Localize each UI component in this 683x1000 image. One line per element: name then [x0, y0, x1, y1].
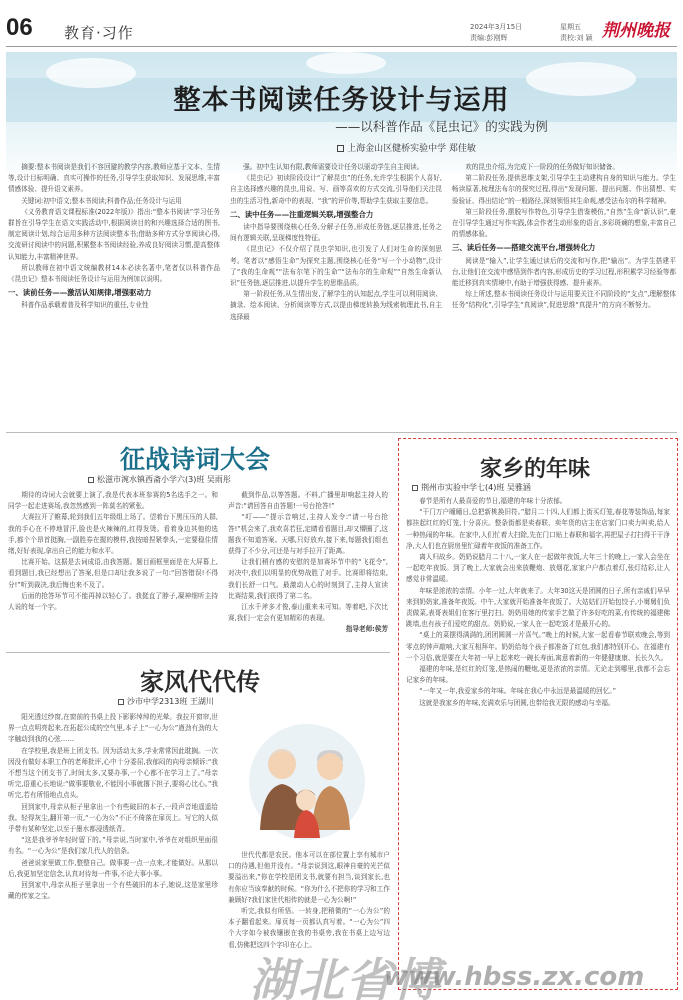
paragraph: 爸爸说家里做工作,整整自己。做事要一点一点来,才能做好。从那以后,我更加坚定信念,认真对待每一件事,不论大事小事。	[8, 858, 218, 878]
paragraph: 欢的昆虫介绍,为完成下一阶段的任务做好知识储备。	[465, 163, 619, 171]
poem-article-title: 征战诗词大会	[120, 445, 271, 474]
paragraph: 期待的诗词大会就要上演了,我是代表本班参赛的5名选手之一。和同学一起走进赛场,我忽然感到一阵莫名的紧张。	[8, 491, 218, 511]
paragraph: “这是我爷爷年轻时留下的。”母亲说,当时家中,爷爷在对组织里面很有名。“一心为公”是我们家几代人的信条。	[8, 836, 218, 856]
paragraph: 年味是浓浓的亲情。小年一过,大年就来了。大年30这天是团圆的日子,所有亲戚们早早来到奶奶家,准备年夜饭。中午,大家就开始准备年夜饭了。大姑姑们开始包饺子,小舅舅们负责做菜,表哥表姐们在客厅里打扫。奶奶用她的传家手艺做了许多好吃的菜,有传统的福建佛跳墙,也有孩子们爱吃的甜点。奶奶说,一家人在一起吃饭才是最开心的。	[406, 586, 670, 629]
child-head	[296, 789, 316, 811]
paragraph: 所以教师在初中语文统编教材14本必读名著中,笔者仅以科普作品《昆虫记》整本书阅读任务设计与运用为例加以说明。	[8, 263, 220, 284]
hometown-article-author: 荆州市实验中学七(4)班 吴雅涵	[412, 482, 531, 493]
paragraph: 《昆虫记》初读阶段设计“了解昆虫”的任务,允许学生根据个人喜好,自主选择感兴趣的昆虫,用说、写、画等喜欢的方式交流,引导他们关注昆虫的生活习性,新奇中的表现、“我”的评价等,帮助学生获取主要信息。	[230, 174, 442, 205]
paragraph: 离人归故乡。奶奶说腊月二十八,一家人在一起做年夜饭,大年三十的晚上,一家人会坐在一起吃年夜饭。到了晚上,大家就会出来放鞭炮、放烟花,家家户户都点着灯,张灯结彩,让人感觉非常温暖。	[406, 553, 670, 584]
square-icon	[88, 477, 94, 483]
newspaper-logo: 荆州晚报	[602, 21, 670, 41]
watermark-text: 湖北省博	[250, 953, 442, 1000]
paragraph: 《昆虫记》不仅介绍了昆虫学知识,也引发了人们对生命的深刻思考。笔者以“感悟生命”为探究主题,围绕核心任务“写一个小动物”,设计了“我的生命观”“法布尔笔下的生命”“法布尔的生命观”“自然生命新认识”任务链,逐层推进,以提升学生的思维品质。	[230, 245, 442, 288]
paragraph: 回到家中,母亲从柜子里拿出一个有些破旧的本子,一段声音地遥遥给我。轻得灰尘,翻开第一页,“一心为公”不正不倚落在扉页上。写它的人似乎带有某种坚定,以至于墨水都浸透纸背。	[8, 802, 218, 834]
poem-article-author: 松滋市涴水镇西斋小学六(3)班 吴雨彤	[88, 474, 231, 485]
family-illustration	[232, 720, 382, 844]
section-divider	[6, 652, 390, 653]
paragraph: 第三阶段任务,摆脱写作特色,引导学生借鉴模仿,“自然”生命“新认识”,豪在引导学生通过写作实践,体会作者生动形象的语言,多彩斑斓的想象,丰富自己的情感体验。	[452, 207, 676, 239]
paragraph: “干门万户曈曈日,总把新桃换旧符。”腊月二十四,人们都上街买灯笼,春花等装饰品,每家都挂起红红的灯笼,十分喜庆。整条街都是卖春联、卖年货的店主在店家门口卖力叫卖,给人一种热闹的年味。在家中,人们忙着大扫除,先在门口贴上春联和福字,再把屋子打扫得干干净净,大人们也在厨房里忙碌着年夜饭的准备工作。	[406, 508, 670, 550]
header-divider	[6, 46, 677, 47]
main-article-subtitle: ——以科普作品《昆虫记》的实践为例	[335, 119, 548, 134]
main-article-author: 上海金山区健桥实验中学 郑佳敏	[0, 141, 683, 154]
paragraph: 第一阶段任务,从生情出发,了解学生的认知起点,学生可以利用阅读、摘录、绘本阅读、分析阅读等方式,以提由梯度转换为线索梳理此书,自主选择最	[230, 290, 442, 321]
paragraph: 读中指导要围绕核心任务,分解子任务,形成任务链,逐层推进,任务之间有逻辑关联,呈现梯度性特征。	[230, 223, 442, 243]
section-heading: 三、读后任务——搭建交流平台,增强转化力	[452, 243, 596, 253]
typesetter: 责校:刘 颖	[560, 34, 593, 42]
paragraph: 江水千斧多才俊,泰山重来未可知。等着吧,下次比赛,我们一定会有更加精彩的表现。	[228, 603, 388, 623]
paragraph: 听完,我似有所悟。一转身,把稍微的“一心为公”的本子翻看起来。扉页每一页都认真写着。“一心为公”四个大字如今被我镶嵌在我的书桌旁,我在书桌上边写边看,仿佛把这四个字印在心上。	[228, 907, 390, 949]
weekday: 星期五	[560, 23, 581, 31]
paragraph: 强。初中生认知有限,教师需要设计任务以驱动学生自主阅读。	[243, 163, 424, 171]
main-article-col3	[452, 162, 676, 428]
family-article-author: 沙市中学2313班 王湖川	[118, 696, 214, 707]
section-name: 教育·习作	[64, 24, 134, 42]
section-divider	[6, 432, 677, 433]
paragraph: 世代代都是农民。他本可以在部位置上享有城市户口的待遇,但他并没有。“母亲说到这,眼神自豪的光芒似要溢出来,”你在学校是团支书,就要有担当,谈到家长,也有你应当该奉献的时候。“你为什么不把你的学习和工作兼顾好?我们家世代相传的就是一心为公啊!”	[228, 851, 390, 904]
paragraph: 比赛开始。这据是去词成语,由我答题。题目画框里面是在大屏幕上,看到题目,我已经想出了答案,但是口却让我多说了一句:“回答错误!不得分!”听到裁决,我后悔也来不及了。	[8, 558, 218, 589]
family-article-title: 家风代代传	[140, 667, 260, 696]
paragraph: 福建的年味,是红红的灯笼,是热闹的鞭炮,更是浓浓的亲情。无论走到哪里,我都不会忘记家乡的年味。	[406, 665, 670, 685]
paragraph: “一年又一年,我爱家乡的年味。年味在我心中永远是最温暖的回忆。”	[419, 687, 617, 696]
paragraph: 科普作品承载着普及科学知识的重任,专业性	[21, 301, 149, 310]
paragraph: 这就是我家乡的年味,充满欢乐与团圆,也带给我无限的感动与幸福。	[419, 698, 615, 707]
main-article-col2	[230, 162, 442, 428]
poem-article-right	[228, 490, 388, 650]
poem-article-left	[8, 490, 218, 650]
paragraph: 截到作品,以等答题。不料,广播里却响起主持人的声音:“请回答自由答题!一号台抢答!”	[228, 491, 388, 511]
paragraph: 在学校里,我是班上团支书。因为活动太多,学业常常因此耽搁。一次因没有做好本职工作的老师批评,心中十分委屈,我郁闷的向母亲倾诉:“我不想当这个团支书了,时间太多,又要办事,一个心都不在学习上了。”母亲听完,语重心长地说:“做事要敬业,不能因小事就撂下担子,要将心比心。”我听完,若有所悟地点点头。	[8, 746, 218, 800]
abstract: 摘要:整本书阅读是我们不容回避的教学内容,教师应基于文本、生情等,设计目标明确、真实可操作的任务,引导学生获取知识、发展思维,丰富情感体验、提升语文素养。	[8, 163, 220, 194]
watermark-url: www.hbss.zx.com	[384, 962, 645, 992]
square-icon	[337, 145, 344, 152]
instructor: 指导老师:侯芳	[345, 625, 388, 634]
page-number: 06	[6, 14, 33, 41]
editor: 责编:彭刚辉	[470, 34, 508, 42]
issue-date: 2024年3月15日	[470, 23, 523, 31]
paragraph: 后面的抢答环节可不能再掉以轻心了。我挺直了脖子,凝神细听主持人说的每一个字。	[8, 591, 218, 612]
page-header	[0, 0, 683, 46]
paragraph: 第二阶段任务,提供思维支架,引导学生主动建构自身的知识与能力。学生畅读原著,梳理法布尔的探究过程,得出“发现问题、提出问题、作出猜想、实验验证、得出结论”的一般路径,深刻领悟其生命观,感受法布尔的科学精神。	[452, 174, 676, 205]
paragraph: 《义务教育语文课程标准(2022年版)》指出:“整本书阅读”学习任务群旨在引导学生在语文实践活动中,根据阅读目的和兴趣选择合适的图书,制定阅读计划,综合运用多种方法阅读整本书;借助多种方式分享阅读心得,交流研讨阅读中的问题,积累整本书阅读经验,养成良好阅读习惯,提高整体认知能力,丰富精神世界。	[8, 207, 220, 261]
paragraph: 阳光透过纱窗,在窗前的书桌上投下影影绰绰的光晕。我拉开窗帘,世界一点点明亮起来,在拓起公成的空气里,本子上“一心为公”遒劲有劲的大字触动到我的心弦……	[8, 713, 218, 744]
paragraph: 让我们稍有感的安慰的是加赛环节中的“飞花令”,对决中,我们以明显的优势战胜了对手。比赛即将结束,我们长舒一口气。最激动人心的时刻到了,主持人宣读比赛结果,我们获得了第二名。	[228, 558, 388, 600]
main-article-col1	[8, 162, 220, 428]
square-icon	[118, 699, 124, 705]
section-heading: 一、读前任务——激活认知规律,增强驱动力	[8, 288, 152, 298]
paragraph: 大赛拉开了帷幕,轮到我们五年级组上场了。望着台下黑压压的人群,我的手心在不停地冒汗,脸也是火辣辣的,红得发烫。看着身边其他的选手,都个个昂首挺胸,一副胜券在握的模样,我按暗捏紧拳头,一定要稳住情绪,好好表现,拿出自己的能力和水平。	[8, 513, 218, 556]
family-article-left	[8, 712, 218, 994]
hometown-article-title: 家乡的年味	[480, 456, 591, 482]
cloud-shape	[306, 52, 386, 74]
paragraph: 阅读是“输入”,让学生通过读后的交流和写作,把“输出”。为学生搭建平台,让他们在交流中感悟到作者内容,形成历史的学习过程,形积累学习经验等都能迁移到真实情境中,有助于增强获得感、提升素养。	[452, 256, 676, 288]
paragraph: 回到家中,母亲从柜子里拿出一个有些破旧的本子,她说,这是家里珍藏的传家之宝。	[8, 881, 218, 901]
paragraph: 综上所述,整本书阅读任务设计与运用要关注不同阶段的“支点”,理解整体任务“结构化”,引导学生“真阅读”,促进思维“真提升”的方向不断努力。	[452, 290, 676, 310]
hometown-article-body	[406, 496, 670, 984]
grandpa-head	[268, 749, 296, 779]
paragraph: “桌上的菜摆得满满的,团团圆圆一片喜气。”晚上的时候,大家一起看春节联欢晚会,等到零点的钟声敲响,大家互相拜年。奶奶给每个孩子都准备了红包,我们都特别开心。在福建有一个习俗,就是要在大年初一早上起来吃一碗长寿面,寓意着新的一年健健康康、长长久久。	[406, 631, 670, 662]
main-article-title: 整本书阅读任务设计与运用	[173, 85, 510, 116]
keywords: 关键词:初中语文;整本书阅读;科普作品;任务设计与运用	[21, 196, 182, 205]
paragraph: “叮——”提示音响过,主持人发令:“请一号台抢答!”机会来了,我欢喜若狂,定睛看看题目,却又懵圈了,这题我不知道答案。天哪,只好放弃,接下来,每题我们组也获得了不少分,可还是与对手拉开了距离。	[228, 513, 388, 556]
square-icon	[412, 485, 418, 491]
section-heading: 二、读中任务——注重逻辑关联,增强整合力	[230, 209, 374, 219]
paragraph: 春节是所有人最喜爱的节日,福建的年味十分浓郁。	[419, 497, 567, 505]
